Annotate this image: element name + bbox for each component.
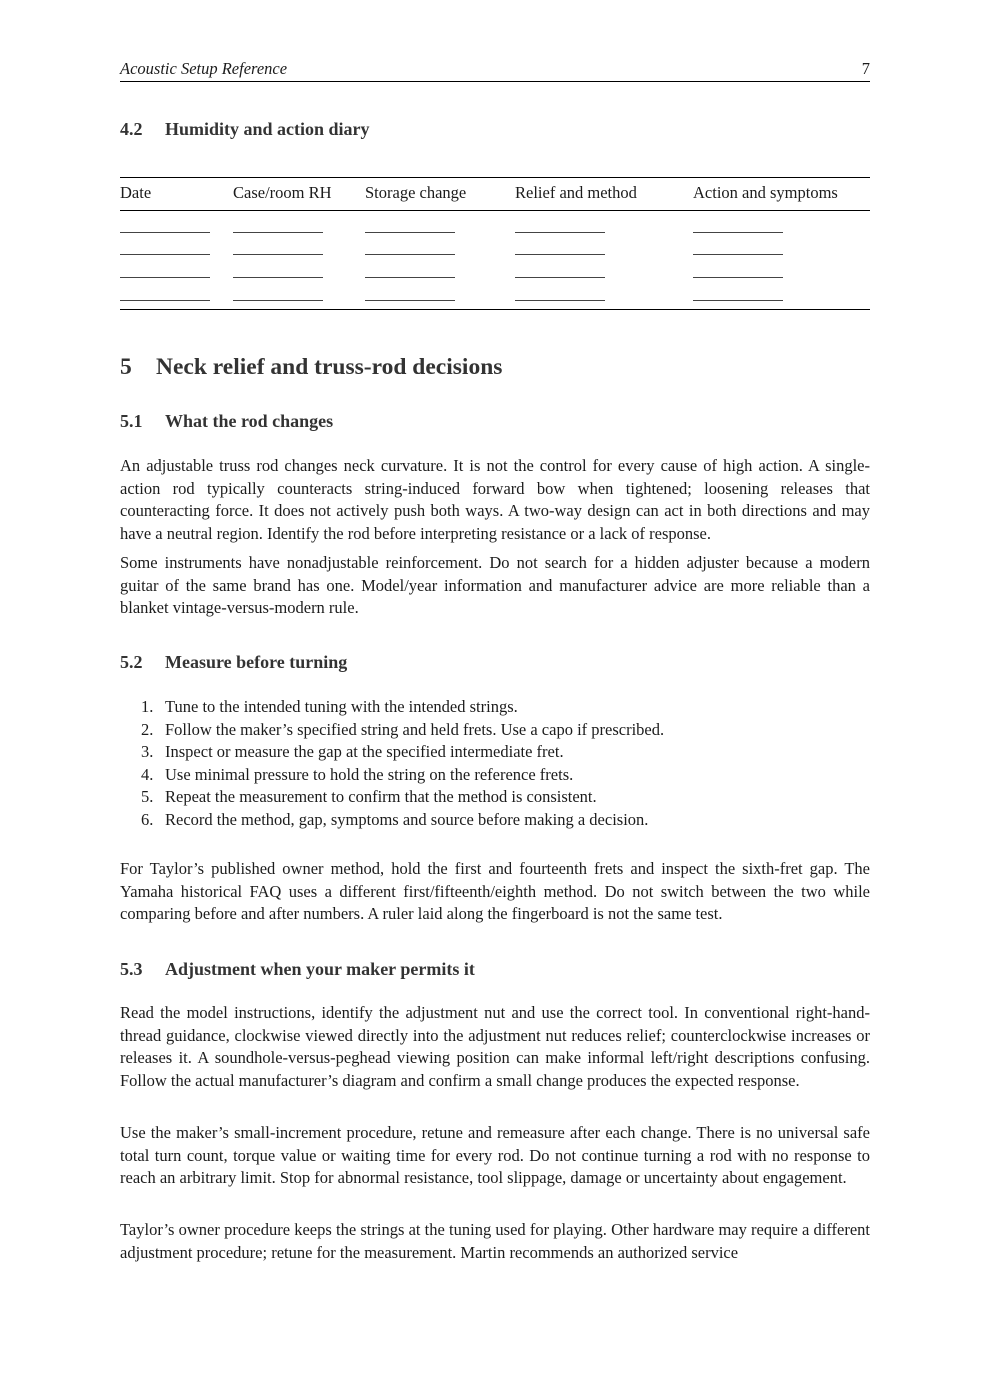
- section-title: Neck relief and truss-rod decisions: [156, 354, 503, 380]
- list-number: 5.: [141, 787, 154, 807]
- section-title: Humidity and action diary: [165, 119, 370, 139]
- section-number: 5.1: [120, 411, 143, 431]
- section-4-2-heading: [120, 119, 370, 140]
- blank-line: [515, 277, 605, 278]
- blank-line: [693, 254, 783, 255]
- blank-line: [233, 232, 323, 233]
- blank-line: [365, 277, 455, 278]
- section-number: 5.3: [120, 959, 143, 979]
- blank-line: [515, 300, 605, 301]
- running-header-title: Acoustic Setup Reference: [120, 59, 288, 78]
- blank-line: [515, 254, 605, 255]
- humidity-diary-table: [120, 177, 870, 310]
- paragraph: An adjustable truss rod changes neck curvature. It is not the control for every cause of high action. A single-action rod typically counteracts string-induced forward bow when tightened; loosening releases that counteracting force. It does not actively push both ways. A two-way design can act in both directions and may have a neutral region. Identify the rod before interpreting resistance or a lack of response.: [120, 456, 870, 543]
- section-5-1-heading: [120, 411, 333, 432]
- column-header-date: Date: [120, 183, 152, 202]
- page-number: 7: [861, 59, 870, 78]
- blank-line: [693, 232, 783, 233]
- blank-line: [365, 300, 455, 301]
- blank-line: [365, 232, 455, 233]
- section-title: Measure before turning: [165, 652, 348, 672]
- running-header: [120, 58, 870, 82]
- section-number: 5.2: [120, 652, 143, 672]
- list-item: [120, 719, 870, 742]
- list-number: 6.: [141, 809, 154, 829]
- column-header-storage: Storage change: [365, 183, 467, 202]
- blank-line: [120, 254, 210, 255]
- list-text: Follow the maker’s specified string and held frets. Use a capo if prescribed.: [165, 719, 665, 739]
- table-top-rule: [120, 177, 870, 178]
- blank-line: [693, 277, 783, 278]
- list-item: [120, 696, 870, 719]
- list-text: Record the method, gap, symptoms and source before making a decision.: [165, 809, 649, 829]
- section-title: Adjustment when your maker permits it: [165, 959, 475, 979]
- list-number: 3.: [141, 742, 154, 762]
- list-number: 4.: [141, 764, 154, 784]
- paragraph: Some instruments have nonadjustable reinforcement. Do not search for a hidden adjuster because a modern guitar of the same brand has one. Model/year information and manufacturer advice are more reliable than a blanket vintage-versus-modern rule.: [120, 553, 870, 618]
- section-5-heading: [120, 354, 502, 381]
- list-number: 2.: [141, 719, 154, 739]
- blank-line: [120, 277, 210, 278]
- section-5-2-heading: [120, 652, 347, 673]
- list-number: 1.: [141, 697, 154, 716]
- list-item: [120, 741, 870, 764]
- section-5-3-heading: [120, 959, 475, 980]
- paragraph: Taylor’s owner procedure keeps the strings at the tuning used for playing. Other hardware may require a different adjustment procedure; retune for the measurement. Martin recommends an authorized service: [120, 1220, 870, 1262]
- list-item: [120, 764, 870, 787]
- blank-line: [515, 232, 605, 233]
- paragraph: For Taylor’s published owner method, hold the first and fourteenth frets and inspect the sixth-fret gap. The Yamaha historical FAQ uses a different first/fifteenth/eighth method. Do not switch between the two while comparing before and after numbers. A ruler laid along the fingerboard is not the same test.: [120, 859, 870, 924]
- column-header-action: Action and symptoms: [693, 183, 838, 202]
- list-text: Repeat the measurement to confirm that the method is consistent.: [165, 787, 597, 807]
- list-item: [120, 786, 870, 809]
- table-bottom-rule: [120, 309, 870, 310]
- list-item: [120, 809, 870, 832]
- section-number: 4.2: [120, 119, 143, 139]
- paragraph: Read the model instructions, identify the adjustment nut and use the correct tool. In conventional right-hand-thread guidance, clockwise viewed directly into the adjustment nut reduces relief; counterclockwise increases or releases it. A soundhole-versus-peghead viewing position can make informal left/right descriptions confusing. Follow the actual manufacturer’s diagram and confirm a small change produces the expected response.: [120, 1003, 870, 1090]
- blank-line: [120, 300, 210, 301]
- list-text: Tune to the intended tuning with the intended strings.: [165, 697, 518, 716]
- measurement-steps-list: [120, 696, 870, 832]
- blank-line: [120, 232, 210, 233]
- table-header-rule: [120, 210, 870, 211]
- paragraph: Use the maker’s small-increment procedure, retune and remeasure after each change. There is no universal safe total turn count, torque value or waiting time for every rod. Do not continue turning a rod with no response to reach an arbitrary limit. Stop for abnormal resistance, tool slippage, damage or uncertainty about engagement.: [120, 1123, 870, 1188]
- blank-line: [233, 254, 323, 255]
- list-text: Use minimal pressure to hold the string on the reference frets.: [165, 764, 574, 784]
- column-header-rh: Case/room RH: [233, 183, 332, 202]
- list-text: Inspect or measure the gap at the specified intermediate fret.: [165, 742, 564, 762]
- blank-line: [233, 300, 323, 301]
- blank-line: [693, 300, 783, 301]
- blank-line: [365, 254, 455, 255]
- blank-line: [233, 277, 323, 278]
- column-header-relief: Relief and method: [515, 183, 637, 202]
- section-title: What the rod changes: [165, 411, 334, 431]
- section-number: 5: [120, 354, 132, 380]
